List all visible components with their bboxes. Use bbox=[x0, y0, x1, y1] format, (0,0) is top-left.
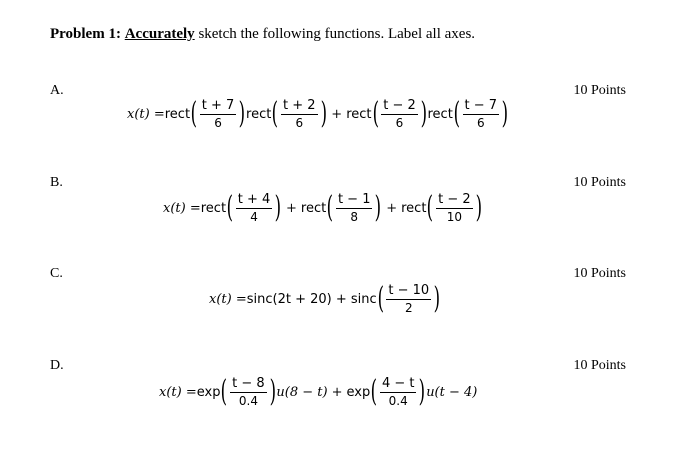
part-a-term3-frac bbox=[381, 98, 418, 131]
part-a-term2-den: 6 bbox=[295, 116, 304, 130]
part-d-term1-den: 0.4 bbox=[238, 394, 258, 408]
part-d-term2-num: 4 − t bbox=[381, 376, 415, 391]
part-c-lhs: x(t) = bbox=[209, 292, 247, 307]
part-a-term4-fn: rect bbox=[427, 107, 453, 122]
part-a-points: 10 Points bbox=[573, 83, 626, 98]
part-a-term2-fn: rect bbox=[246, 107, 272, 122]
part-b-term2-fn: rect bbox=[300, 201, 327, 216]
part-b-plus-2: + bbox=[386, 201, 398, 216]
part-a-term4-num: t − 7 bbox=[464, 98, 498, 113]
part-a-term1-den: 6 bbox=[214, 116, 222, 130]
part-b-term2-frac bbox=[336, 192, 373, 225]
part-d-term1-frac bbox=[230, 376, 267, 409]
part-b-term2-den: 8 bbox=[350, 210, 359, 224]
part-a-term2-frac bbox=[281, 98, 318, 131]
part-c-term1-frac bbox=[386, 283, 431, 316]
part-c-prefix: sinc(2t + 20) + sinc bbox=[246, 292, 377, 307]
part-a-term1-num: t + 7 bbox=[201, 98, 235, 113]
part-a-term4-den: 6 bbox=[476, 116, 485, 130]
problem-label: Problem 1: bbox=[50, 26, 121, 42]
part-a-term3-den: 6 bbox=[395, 116, 404, 130]
part-b-plus-1: + bbox=[286, 201, 297, 216]
part-d-term2-suffix: u(t − 4) bbox=[426, 385, 478, 400]
part-b-lhs: x(t) = bbox=[163, 201, 201, 216]
part-b-term2-num: t − 1 bbox=[337, 192, 371, 207]
part-a-lhs: x(t) = bbox=[127, 107, 165, 122]
part-b-term1-frac bbox=[236, 192, 273, 225]
part-d-term2-frac bbox=[380, 376, 417, 409]
part-d-term1-num: t − 8 bbox=[232, 376, 265, 391]
part-a-term2-num: t + 2 bbox=[283, 98, 316, 113]
part-d-label: D. bbox=[50, 358, 64, 373]
part-b-term1-num: t + 4 bbox=[237, 192, 271, 207]
part-a-plus: + bbox=[331, 107, 343, 122]
part-d-term1-suffix: u(8 − t) bbox=[276, 385, 328, 400]
part-d-lhs: x(t) = bbox=[159, 385, 197, 400]
part-c-equation: x(t) = sinc(2t + 20) + sinc ( $\frac{t - 10}{2}$ ) bbox=[209, 280, 441, 316]
part-d-term2-den: 0.4 bbox=[388, 394, 408, 408]
part-a-term1-frac bbox=[200, 98, 237, 131]
problem-heading bbox=[50, 26, 475, 43]
part-b-term3-num: t − 2 bbox=[438, 192, 471, 207]
part-c-label: C. bbox=[50, 266, 63, 281]
part-c-term1-den: 2 bbox=[404, 301, 413, 315]
part-d-term1-fn: exp bbox=[196, 385, 221, 400]
part-a-term1-fn: rect bbox=[164, 107, 191, 122]
part-d-points: 10 Points bbox=[573, 358, 626, 373]
part-a-label: A. bbox=[50, 83, 64, 98]
part-a-equation: x(t) = rect ( $\frac{t + 7}{6}$ ) rect ( $\frac{t + 2}{6}$ ) + rect ( $\frac{t - 2}{6}$ ) rect ( $\frac{t - 7}{6}$ ) bbox=[127, 95, 509, 131]
part-c-term1-num: t − 10 bbox=[388, 283, 430, 298]
part-b-term1-fn: rect bbox=[200, 201, 227, 216]
part-b-points: 10 Points bbox=[573, 175, 626, 190]
part-b-term3-fn: rect bbox=[401, 201, 427, 216]
part-b-term1-den: 4 bbox=[250, 210, 258, 224]
part-d-plus: + bbox=[331, 385, 343, 400]
part-b-term3-frac bbox=[436, 192, 473, 225]
part-b-label: B. bbox=[50, 175, 63, 190]
emphasis-word: Accurately bbox=[124, 26, 195, 42]
instruction-text: sketch the following functions. Label all axes. bbox=[198, 26, 476, 42]
part-c-points: 10 Points bbox=[573, 266, 626, 281]
part-a-term4-frac bbox=[463, 98, 500, 131]
part-a-term3-num: t − 2 bbox=[383, 98, 416, 113]
part-b-term3-den: 10 bbox=[446, 210, 463, 224]
part-a-term3-fn: rect bbox=[346, 107, 372, 122]
part-b-equation: x(t) = rect ( $\frac{t + 4}{4}$ ) + rect ( $\frac{t - 1}{8}$ ) + rect ( $\frac{t - 2}{10}$ ) bbox=[163, 189, 482, 225]
part-d-equation: x(t) = exp ( $\frac{t - 8}{0.4}$ ) u(8 − t) + exp ( $\frac{4 - t}{0.4}$ ) u(t − 4) bbox=[159, 373, 478, 409]
part-d-term2-fn: exp bbox=[346, 385, 371, 400]
